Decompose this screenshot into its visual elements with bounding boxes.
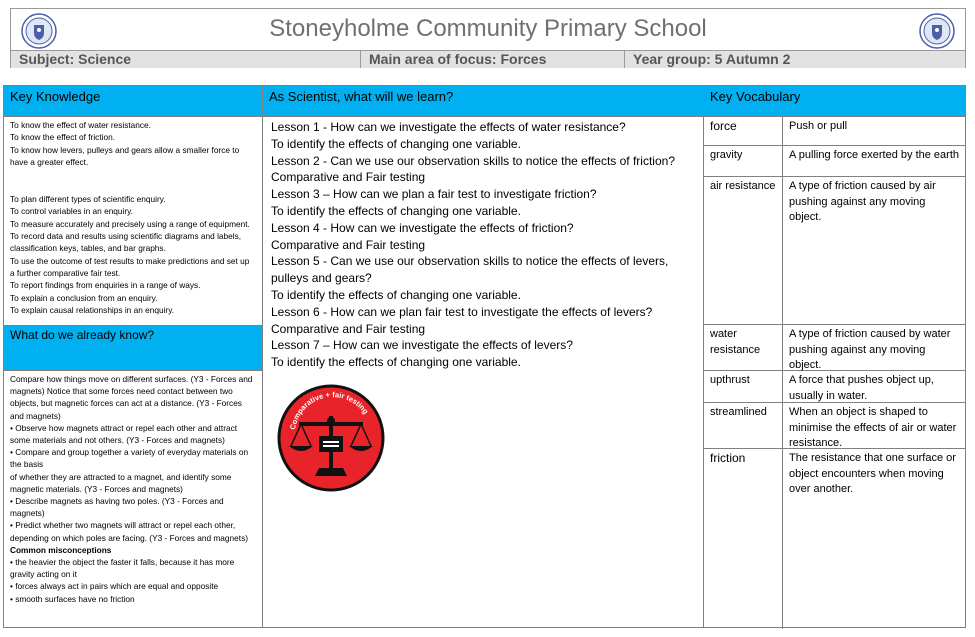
prior-knowledge-item: of whether they are attracted to a magnet, and identify some magnetic materials. (Y3 - Forces and magnets) — [10, 471, 232, 494]
vocab-row — [704, 117, 965, 146]
lesson-line: Comparative and Fair testing — [271, 321, 426, 336]
vocab-term: air resistance — [704, 177, 783, 324]
vocabulary-heading: Key Vocabulary — [704, 86, 965, 117]
knowledge-item: To report findings from enquiries in a range of ways. — [10, 280, 201, 291]
prior-knowledge-item: • Predict whether two magnets will attract or repel each other, depending on which poles are facing. (Y3 - Forces and magnets) — [10, 520, 248, 543]
misconceptions-heading: Common misconceptions — [10, 544, 112, 555]
vocab-definition: Push or pull — [789, 120, 848, 132]
lesson-line: Lesson 2 - Can we use our observation skills to notice the effects of friction? Comparative and Fair testing — [271, 153, 675, 185]
vocab-definition: When an object is shaped to minimise the effects of air or water resistance. — [789, 406, 957, 450]
lesson-line: Lesson 6 - How can we plan fair test to investigate the effects of levers? — [271, 304, 653, 319]
vocab-row — [704, 177, 965, 325]
badge-text: Comparative + fair testing — [288, 390, 371, 431]
vocab-row — [704, 403, 965, 449]
knowledge-organiser-grid — [3, 85, 966, 628]
lesson-line: To identify the effects of changing one variable. — [271, 287, 521, 302]
vocab-definition: A force that pushes object up, usually in water. — [789, 374, 934, 402]
vocab-definition: A type of friction caused by air pushing against any moving object. — [789, 180, 936, 224]
already-know-list — [4, 371, 262, 607]
year-group-label: Year group: 5 Autumn 2 — [633, 51, 791, 67]
vocab-term: streamlined — [704, 403, 783, 448]
vocab-term: gravity — [704, 146, 783, 176]
school-logo-icon — [919, 13, 955, 49]
lesson-list — [263, 117, 703, 373]
vocab-term: force — [704, 117, 783, 145]
knowledge-item: To plan different types of scientific enquiry. — [10, 194, 166, 205]
vocab-row — [704, 146, 965, 177]
key-knowledge-column — [4, 86, 263, 627]
vocab-row — [704, 371, 965, 403]
comparative-fair-testing-badge — [277, 384, 385, 492]
lesson-line: Lesson 3 – How can we plan a fair test to investigate friction? — [271, 187, 597, 202]
info-bar — [11, 50, 965, 68]
prior-knowledge-item: • Observe how magnets attract or repel each other and attract some materials and not others. (Y3 - Forces and magnets) — [10, 422, 238, 446]
knowledge-item: To explain causal relationships in an enquiry. — [10, 304, 175, 315]
knowledge-item: To use the outcome of test results to make predictions and set up a further comparative fair test. — [10, 255, 250, 278]
lesson-line: To identify the effects of changing one variable. — [271, 203, 521, 218]
lesson-line: Lesson 1 - How can we investigate the effects of water resistance? — [271, 120, 626, 134]
knowledge-item: To control variables in an enquiry. — [10, 206, 133, 217]
misconception-item: • the heavier the object the faster it falls, because it has more gravity acting on it — [10, 557, 235, 580]
lesson-line: Lesson 7 – How can we investigate the effects of levers? — [271, 338, 573, 353]
vocab-row — [704, 449, 965, 629]
lesson-line: Lesson 4 - How can we investigate the effects of friction? — [271, 220, 574, 235]
vocab-term: upthrust — [704, 371, 783, 402]
misconception-item: • smooth surfaces have no friction — [10, 593, 135, 604]
vocabulary-column — [704, 86, 965, 627]
knowledge-item: To explain a conclusion from an enquiry. — [10, 292, 158, 303]
school-header — [10, 8, 966, 68]
prior-knowledge-item: • Describe magnets as having two poles. (Y3 - Forces and magnets) — [10, 496, 224, 519]
focus-label: Main area of focus: Forces — [361, 51, 625, 68]
vocab-term: friction — [704, 449, 783, 629]
prior-knowledge-item: • Compare and group together a variety of everyday materials on the basis — [10, 447, 249, 470]
vocab-term: water resistance — [704, 325, 783, 370]
vocab-row — [704, 325, 965, 371]
key-knowledge-heading: Key Knowledge — [4, 86, 262, 117]
lesson-line: To identify the effects of changing one variable. — [271, 355, 521, 370]
knowledge-item: To measure accurately and precisely using a range of equipment. — [10, 218, 250, 229]
key-knowledge-list — [4, 117, 262, 325]
vocab-definition: A pulling force exerted by the earth — [789, 149, 959, 161]
lesson-line: Comparative and Fair testing — [271, 237, 426, 252]
vocab-definition: A type of friction caused by water pushing against any moving object. — [789, 328, 951, 372]
lesson-line: To identify the effects of changing one variable. — [271, 136, 521, 151]
school-name: Stoneyholme Community Primary School — [269, 15, 707, 42]
vocab-definition: The resistance that one surface or object encounters when moving over another. — [789, 452, 956, 496]
knowledge-item: To know the effect of friction. — [10, 132, 115, 143]
knowledge-item: To know how levers, pulleys and gears allow a smaller force to have a greater effect. — [10, 144, 240, 167]
misconception-item: • forces always act in pairs which are equal and opposite — [10, 581, 219, 592]
subject-label: Subject: Science — [11, 51, 361, 68]
scientist-column — [263, 86, 704, 627]
knowledge-item: To record data and results using scientific diagrams and labels, classification keys, tables, and bar graphs. — [10, 231, 242, 254]
lesson-line: Lesson 5 - Can we use our observation skills to notice the effects of levers, pulleys and gears? — [271, 254, 669, 286]
already-know-heading: What do we already know? — [4, 325, 262, 371]
knowledge-item: To know the effect of water resistance. — [10, 120, 151, 130]
scientist-heading: As Scientist, what will we learn? — [263, 86, 703, 117]
prior-knowledge-item: Compare how things move on different surfaces. (Y3 - Forces and magnets) Notice that some forces need contact between two objects, but magnetic forces can act at a distance. (Y3 - Forces and magnets) — [10, 374, 253, 421]
